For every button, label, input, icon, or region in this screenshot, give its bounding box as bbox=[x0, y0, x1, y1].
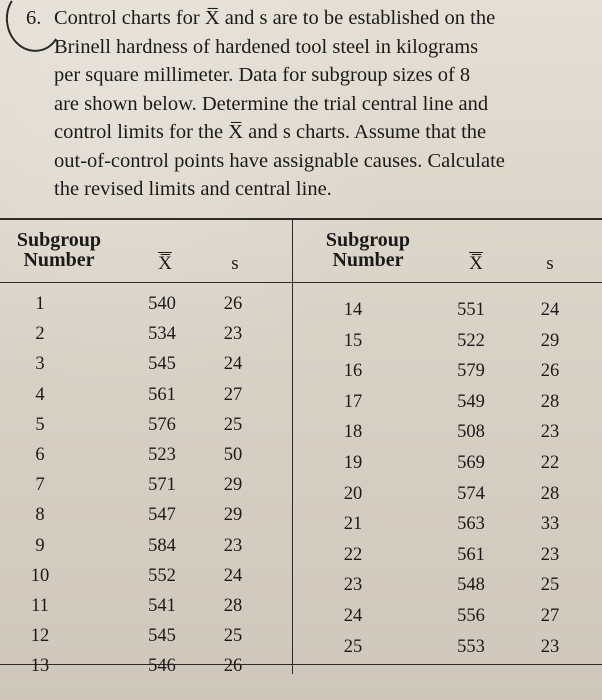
right-row-8-subgroup: 21 bbox=[343, 514, 363, 535]
right-row-8-xbar: 563 bbox=[457, 514, 485, 535]
right-row-7-subgroup: 20 bbox=[343, 483, 363, 504]
left-row-13-s: 26 bbox=[223, 656, 243, 677]
right-row-10-xbar: 548 bbox=[457, 575, 485, 596]
left-subgroup-header-line2: Number bbox=[23, 249, 95, 271]
problem-line-2: Brinell hardness of hardened tool steel in kilograms bbox=[54, 35, 479, 58]
left-row-12-s: 25 bbox=[223, 626, 243, 647]
right-row-2-subgroup: 15 bbox=[343, 330, 363, 351]
right-row-9-s: 23 bbox=[540, 544, 560, 565]
left-row-8-xbar: 547 bbox=[148, 505, 176, 526]
problem-line-3: per square millimeter. Data for subgroup sizes of 8 bbox=[54, 64, 471, 86]
left-row-3-s: 24 bbox=[223, 354, 243, 375]
left-row-3-subgroup: 3 bbox=[35, 354, 45, 375]
left-row-5-s: 25 bbox=[223, 414, 243, 435]
right-row-4-xbar: 549 bbox=[457, 391, 485, 412]
right-s-header: s bbox=[546, 253, 554, 274]
right-row-4-s: 28 bbox=[540, 391, 560, 412]
right-row-12-xbar: 553 bbox=[457, 636, 485, 657]
right-row-2-xbar: 522 bbox=[457, 330, 485, 351]
left-row-4-xbar: 561 bbox=[148, 384, 176, 405]
problem-line-7: the revised limits and central line. bbox=[54, 178, 332, 200]
left-row-9-subgroup: 9 bbox=[35, 535, 45, 556]
right-row-5-s: 23 bbox=[540, 422, 560, 443]
right-row-7-s: 28 bbox=[540, 483, 560, 504]
right-row-2-s: 29 bbox=[540, 330, 560, 351]
problem-number: 6. bbox=[26, 7, 42, 29]
right-row-3-subgroup: 16 bbox=[343, 361, 363, 382]
right-subgroup-header-line1: Subgroup bbox=[325, 229, 411, 251]
left-row-6-xbar: 523 bbox=[148, 445, 176, 465]
left-row-2-xbar: 534 bbox=[148, 324, 176, 345]
left-subgroup-header bbox=[4, 230, 114, 270]
right-row-8-s: 33 bbox=[540, 514, 560, 535]
left-row-12-xbar: 545 bbox=[148, 626, 176, 647]
right-row-10-subgroup: 23 bbox=[343, 575, 363, 596]
problem-line-5: control limits for the X̅ and s charts. Assume that the bbox=[54, 121, 487, 143]
left-row-10-s: 24 bbox=[223, 565, 243, 586]
table-header-rule bbox=[0, 282, 602, 283]
left-row-9-xbar: 584 bbox=[148, 535, 176, 556]
right-subgroup-header bbox=[313, 230, 423, 270]
left-row-10-xbar: 552 bbox=[148, 565, 176, 586]
left-row-1-xbar: 540 bbox=[148, 294, 176, 314]
left-row-7-subgroup: 7 bbox=[35, 475, 45, 496]
right-subgroup-header-line2: Number bbox=[332, 249, 404, 271]
left-row-1-subgroup: 1 bbox=[35, 294, 45, 314]
right-row-1-xbar: 551 bbox=[457, 300, 485, 320]
right-row-11-subgroup: 24 bbox=[343, 606, 363, 626]
left-row-5-xbar: 576 bbox=[148, 414, 176, 435]
right-row-6-xbar: 569 bbox=[457, 453, 485, 473]
left-row-10-subgroup: 10 bbox=[30, 565, 50, 586]
left-row-9-s: 23 bbox=[223, 535, 243, 556]
right-row-5-subgroup: 18 bbox=[343, 422, 363, 443]
left-row-1-s: 26 bbox=[223, 294, 243, 314]
left-row-8-s: 29 bbox=[223, 505, 243, 526]
right-row-6-s: 22 bbox=[540, 453, 560, 473]
left-row-7-xbar: 571 bbox=[148, 475, 176, 496]
table-top-rule bbox=[0, 218, 602, 220]
table-bottom-rule bbox=[0, 664, 602, 665]
table-column-divider bbox=[292, 219, 293, 674]
right-row-12-subgroup: 25 bbox=[343, 636, 363, 657]
left-row-4-subgroup: 4 bbox=[35, 384, 45, 405]
left-row-2-subgroup: 2 bbox=[35, 324, 45, 345]
right-row-1-subgroup: 14 bbox=[343, 300, 363, 320]
right-row-12-s: 23 bbox=[540, 636, 560, 657]
right-xbar-header: X̅ bbox=[469, 253, 483, 274]
right-row-9-xbar: 561 bbox=[457, 544, 485, 565]
left-s-header: s bbox=[231, 253, 239, 274]
left-row-4-s: 27 bbox=[223, 384, 243, 405]
data-table bbox=[0, 218, 602, 677]
left-row-13-xbar: 546 bbox=[148, 656, 176, 677]
right-row-11-xbar: 556 bbox=[457, 606, 485, 626]
problem-line-6: out-of-control points have assignable causes. Calculate bbox=[54, 149, 505, 172]
left-row-8-subgroup: 8 bbox=[35, 505, 45, 526]
right-row-5-xbar: 508 bbox=[457, 422, 485, 443]
problem-line-1: Control charts for X̅ and s are to be established on the bbox=[54, 7, 496, 29]
right-row-1-s: 24 bbox=[540, 300, 560, 320]
left-row-11-s: 28 bbox=[223, 596, 243, 616]
right-row-3-s: 26 bbox=[540, 361, 560, 382]
problem-line-4: are shown below. Determine the trial central line and bbox=[54, 92, 489, 115]
right-row-11-s: 27 bbox=[540, 606, 560, 626]
left-row-11-subgroup: 11 bbox=[31, 596, 49, 616]
left-row-7-s: 29 bbox=[223, 475, 243, 496]
right-row-7-xbar: 574 bbox=[457, 483, 485, 504]
right-row-4-subgroup: 17 bbox=[343, 391, 363, 412]
left-row-3-xbar: 545 bbox=[148, 354, 176, 375]
left-subgroup-header-line1: Subgroup bbox=[16, 229, 102, 251]
left-row-12-subgroup: 12 bbox=[30, 626, 50, 647]
left-row-2-s: 23 bbox=[223, 324, 243, 345]
left-row-11-xbar: 541 bbox=[148, 596, 176, 616]
right-row-3-xbar: 579 bbox=[457, 361, 485, 382]
left-row-6-s: 50 bbox=[223, 445, 243, 465]
right-row-9-subgroup: 22 bbox=[343, 544, 363, 565]
left-row-6-subgroup: 6 bbox=[35, 445, 45, 465]
left-xbar-header: X̅ bbox=[158, 253, 172, 274]
right-row-10-s: 25 bbox=[540, 575, 560, 596]
right-row-6-subgroup: 19 bbox=[343, 453, 363, 473]
left-row-5-subgroup: 5 bbox=[35, 414, 45, 435]
left-row-13-subgroup: 13 bbox=[30, 656, 50, 677]
